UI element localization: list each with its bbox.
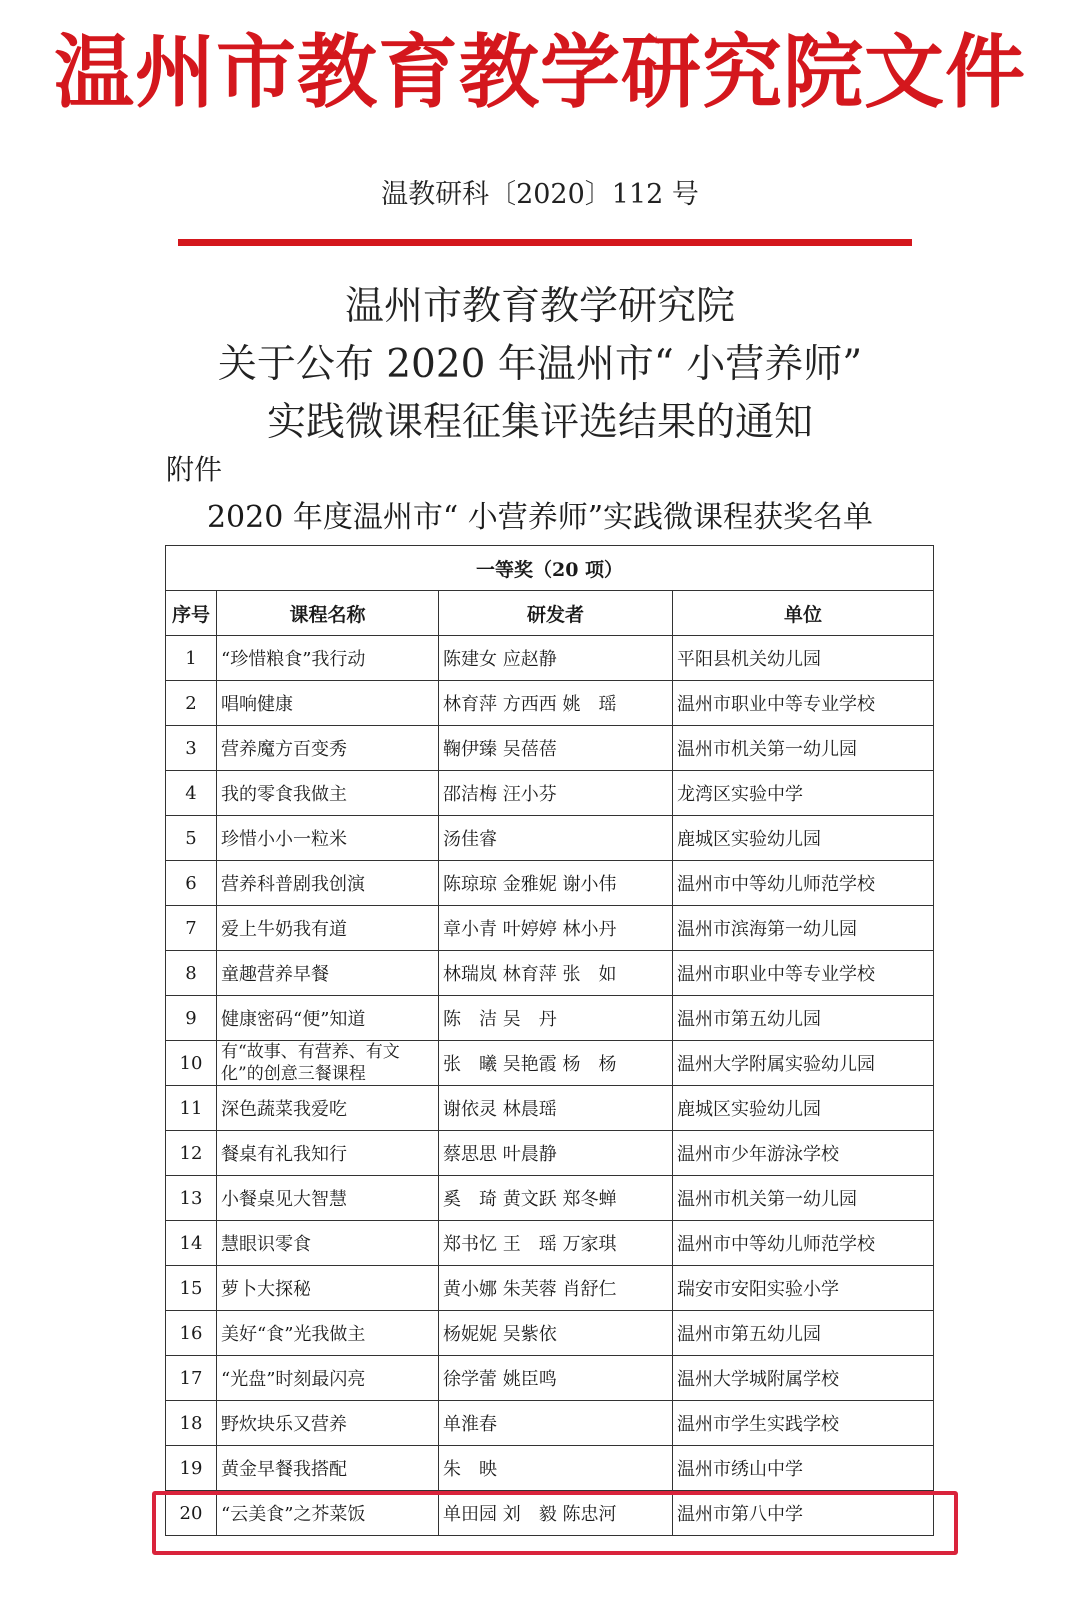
row-number: 16 (166, 1311, 217, 1356)
unit-name: 温州市职业中等专业学校 (673, 681, 934, 726)
unit-name: 龙湾区实验中学 (673, 771, 934, 816)
developers: 郑书忆 王 瑶 万家琪 (439, 1221, 673, 1266)
column-header-developers: 研发者 (439, 591, 673, 636)
course-name: “珍惜粮食”我行动 (217, 636, 439, 681)
unit-name: 温州市第五幼儿园 (673, 996, 934, 1041)
unit-name: 温州大学城附属学校 (673, 1356, 934, 1401)
unit-name: 温州市学生实践学校 (673, 1401, 934, 1446)
notice-title-line: 关于公布 2020 年温州市“ 小营养师” (217, 342, 863, 387)
table-row (166, 1401, 934, 1446)
developers: 陈琼琼 金雅妮 谢小伟 (439, 861, 673, 906)
developers: 张 曦 吴艳霞 杨 杨 (439, 1041, 673, 1086)
row-number: 20 (166, 1491, 217, 1536)
column-header-course: 课程名称 (217, 591, 439, 636)
attachment-label: 附件 (166, 453, 223, 486)
unit-name: 温州市少年游泳学校 (673, 1131, 934, 1176)
developers: 陈建女 应赵静 (439, 636, 673, 681)
course-name: 珍惜小小一粒米 (217, 816, 439, 861)
course-name: 健康密码“便”知道 (217, 996, 439, 1041)
unit-name: 温州市职业中等专业学校 (673, 951, 934, 996)
column-header-unit: 单位 (673, 591, 934, 636)
developers: 陈 洁 吴 丹 (439, 996, 673, 1041)
table-row (166, 996, 934, 1041)
row-number: 7 (166, 906, 217, 951)
course-name: 餐桌有礼我知行 (217, 1131, 439, 1176)
row-number: 8 (166, 951, 217, 996)
course-name: “光盘”时刻最闪亮 (217, 1356, 439, 1401)
document-number: 温教研科〔2020〕112 号 (381, 179, 699, 210)
row-number: 3 (166, 726, 217, 771)
table-row (166, 951, 934, 996)
developers: 杨妮妮 吴紫依 (439, 1311, 673, 1356)
course-name: 唱响健康 (217, 681, 439, 726)
developers: 邵洁梅 汪小芬 (439, 771, 673, 816)
course-name: 爱上牛奶我有道 (217, 906, 439, 951)
unit-name: 鹿城区实验幼儿园 (673, 1086, 934, 1131)
table-row (166, 1221, 934, 1266)
row-number: 5 (166, 816, 217, 861)
developers: 单淮春 (439, 1401, 673, 1446)
developers: 汤佳睿 (439, 816, 673, 861)
unit-name: 温州市机关第一幼儿园 (673, 726, 934, 771)
table-row (166, 816, 934, 861)
developers: 章小青 叶婷婷 林小丹 (439, 906, 673, 951)
table-row (166, 1131, 934, 1176)
developers: 黄小娜 朱芙蓉 肖舒仁 (439, 1266, 673, 1311)
award-table-body (166, 636, 934, 1536)
course-name: 黄金早餐我搭配 (217, 1446, 439, 1491)
row-number: 13 (166, 1176, 217, 1221)
unit-name: 温州大学附属实验幼儿园 (673, 1041, 934, 1086)
row-number: 1 (166, 636, 217, 681)
developers: 朱 映 (439, 1446, 673, 1491)
course-name: 童趣营养早餐 (217, 951, 439, 996)
unit-name: 鹿城区实验幼儿园 (673, 816, 934, 861)
course-name: 野炊块乐又营养 (217, 1401, 439, 1446)
row-number: 12 (166, 1131, 217, 1176)
row-number: 17 (166, 1356, 217, 1401)
column-header-row (166, 591, 934, 636)
row-number: 15 (166, 1266, 217, 1311)
row-number: 6 (166, 861, 217, 906)
unit-name: 温州市滨海第一幼儿园 (673, 906, 934, 951)
red-divider (178, 239, 912, 246)
unit-name: 温州市第八中学 (673, 1491, 934, 1536)
row-number: 4 (166, 771, 217, 816)
award-level-heading: 一等奖（20 项） (166, 546, 934, 591)
unit-name: 温州市第五幼儿园 (673, 1311, 934, 1356)
course-name: 营养魔方百变秀 (217, 726, 439, 771)
course-name: 小餐桌见大智慧 (217, 1176, 439, 1221)
unit-name: 瑞安市安阳实验小学 (673, 1266, 934, 1311)
row-number: 18 (166, 1401, 217, 1446)
table-row (166, 861, 934, 906)
row-number: 19 (166, 1446, 217, 1491)
course-name: 我的零食我做主 (217, 771, 439, 816)
table-row (166, 771, 934, 816)
document-header-title: 温州市教育教学研究院文件 (54, 25, 1026, 119)
developers: 谢依灵 林晨瑶 (439, 1086, 673, 1131)
award-list-title: 2020 年度温州市“ 小营养师”实践微课程获奖名单 (206, 500, 874, 535)
course-name: 萝卜大探秘 (217, 1266, 439, 1311)
table-row (166, 726, 934, 771)
developers: 奚 琦 黄文跃 郑冬蝉 (439, 1176, 673, 1221)
course-name: 深色蔬菜我爱吃 (217, 1086, 439, 1131)
notice-title (0, 278, 1080, 452)
award-table (165, 545, 934, 1536)
developers: 单田园 刘 毅 陈忠河 (439, 1491, 673, 1536)
course-name: 慧眼识零食 (217, 1221, 439, 1266)
notice-title-line: 温州市教育教学研究院 (344, 284, 735, 329)
table-row (166, 636, 934, 681)
award-level-row (166, 546, 934, 591)
table-row (166, 681, 934, 726)
row-number: 11 (166, 1086, 217, 1131)
course-name: 营养科普剧我创演 (217, 861, 439, 906)
table-row (166, 1041, 934, 1086)
row-number: 14 (166, 1221, 217, 1266)
unit-name: 温州市绣山中学 (673, 1446, 934, 1491)
table-row (166, 906, 934, 951)
course-name: 有“故事、有营养、有文化”的创意三餐课程 (217, 1041, 439, 1086)
table-row (166, 1176, 934, 1221)
unit-name: 温州市机关第一幼儿园 (673, 1176, 934, 1221)
table-row (166, 1311, 934, 1356)
table-row (166, 1086, 934, 1131)
course-name: 美好“食”光我做主 (217, 1311, 439, 1356)
row-number: 9 (166, 996, 217, 1041)
developers: 鞠伊臻 吴蓓蓓 (439, 726, 673, 771)
developers: 林育萍 方西西 姚 瑶 (439, 681, 673, 726)
course-name: “云美食”之芥菜饭 (217, 1491, 439, 1536)
row-number: 2 (166, 681, 217, 726)
row-number: 10 (166, 1041, 217, 1086)
column-header-no: 序号 (166, 591, 217, 636)
table-row (166, 1266, 934, 1311)
table-row (166, 1356, 934, 1401)
unit-name: 温州市中等幼儿师范学校 (673, 861, 934, 906)
developers: 林瑞岚 林育萍 张 如 (439, 951, 673, 996)
developers: 蔡思思 叶晨静 (439, 1131, 673, 1176)
table-row (166, 1446, 934, 1491)
notice-title-line: 实践微课程征集评选结果的通知 (266, 400, 813, 445)
unit-name: 平阳县机关幼儿园 (673, 636, 934, 681)
developers: 徐学蕾 姚臣鸣 (439, 1356, 673, 1401)
highlight-box (152, 1491, 958, 1555)
unit-name: 温州市中等幼儿师范学校 (673, 1221, 934, 1266)
